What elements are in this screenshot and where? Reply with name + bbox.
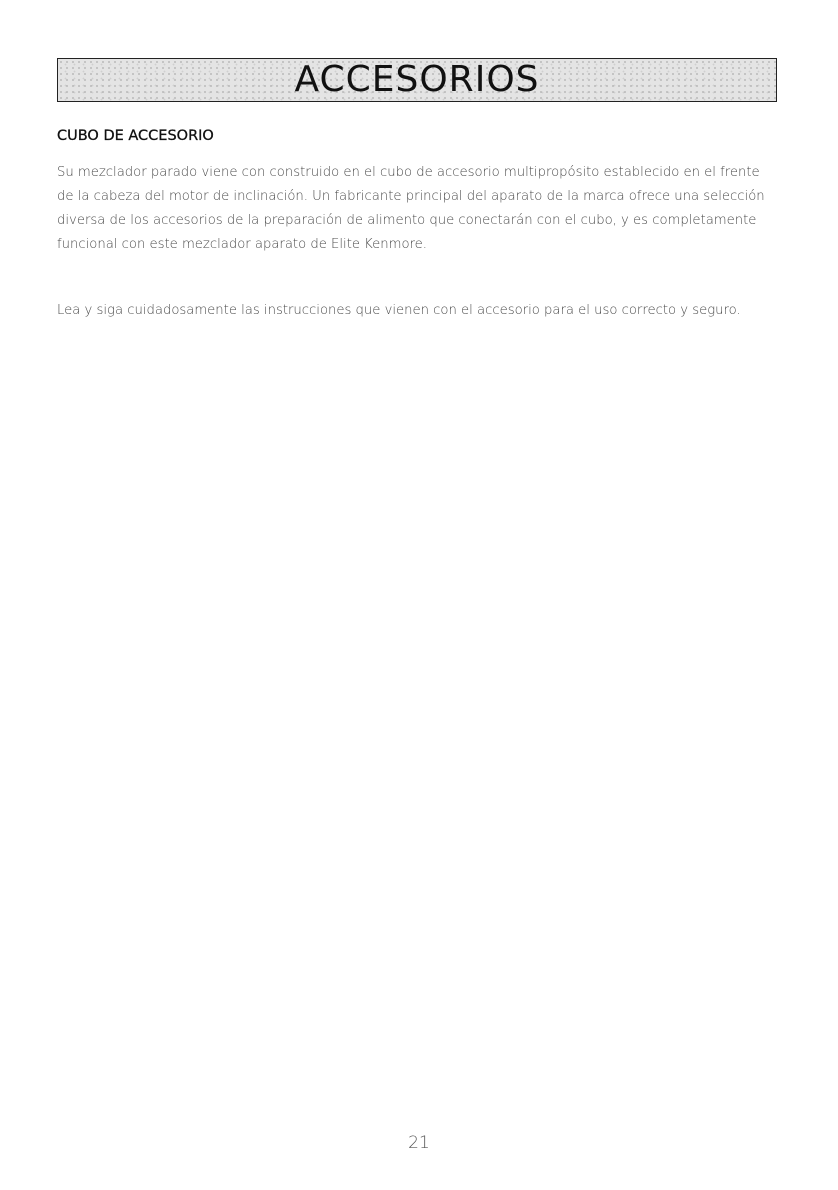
section-title-banner	[57, 58, 777, 102]
body-paragraph-accessory-hub: Su mezclador parado viene con construido en el cubo de accesorio multipropósito establecido en el frente de la cabeza del motor de inclinación. Un fabricante principal del aparato de la marca ofrece una selección diversa de los accesorios de la preparación de alimento que conectarán con el cubo, y es completamente funcional con este mezclador aparato de Elite Kenmore.	[57, 165, 765, 252]
body-paragraph-instructions: Lea y siga cuidadosamente las instrucciones que vienen con el accesorio para el uso correcto y seguro.	[57, 303, 741, 318]
page-number: 21	[408, 1133, 430, 1153]
section-heading: CUBO DE ACCESORIO	[57, 128, 214, 144]
page-title: ACCESORIOS	[294, 59, 540, 100]
